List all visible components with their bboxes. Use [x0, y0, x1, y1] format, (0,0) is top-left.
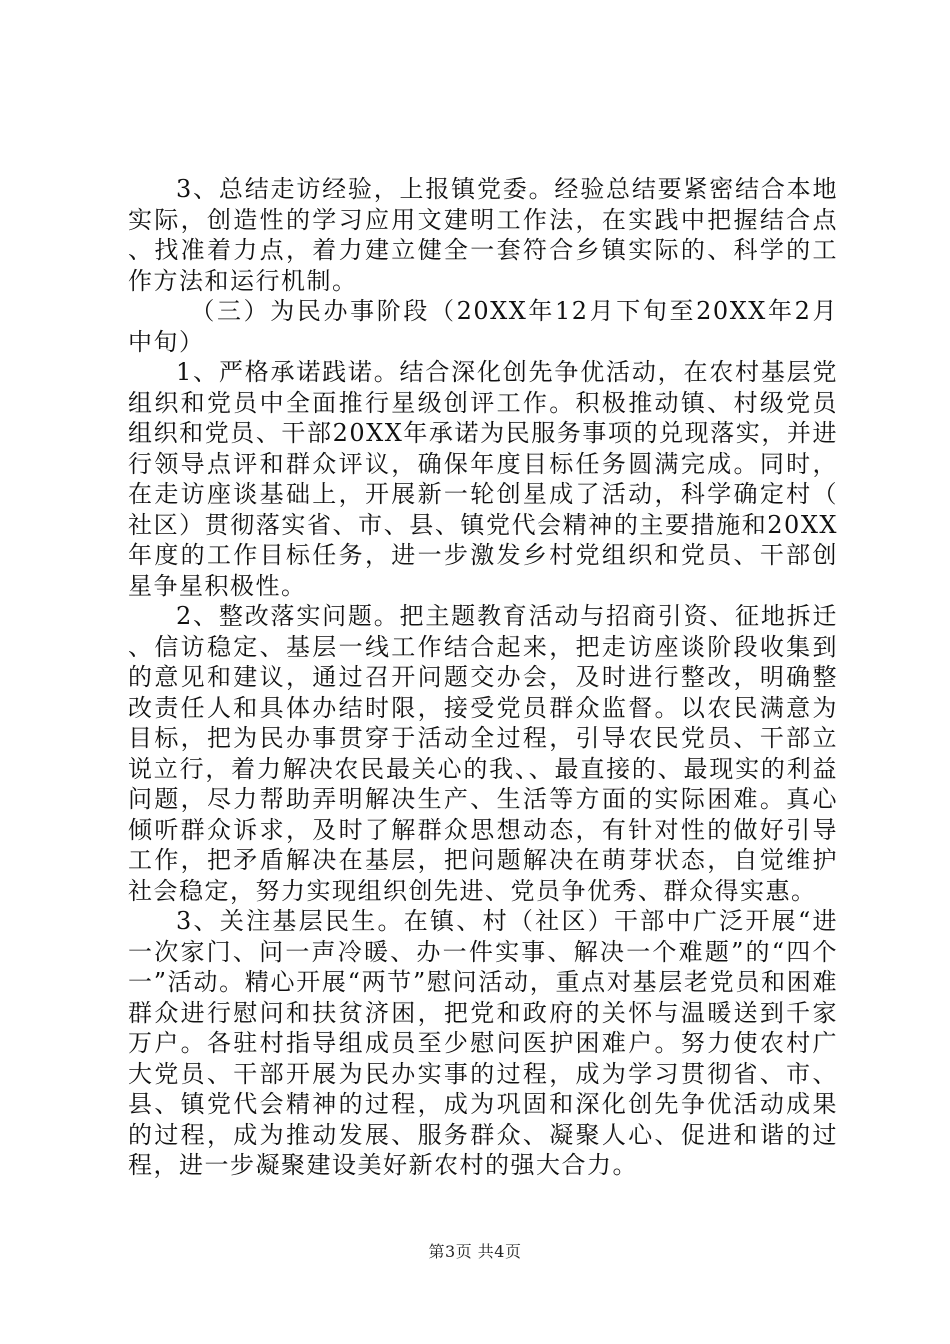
document-body: [128, 174, 838, 1181]
section-heading-service-stage: （三）为民办事阶段（20XX年12月下旬至20XX年2月中旬）: [128, 297, 838, 356]
paragraph-rectification: 2、整改落实问题。把主题教育活动与招商引资、征地拆迁、信访稳定、基层一线工作结合起来，把走访座谈阶段收集到的意见和建议，通过召开问题交办会，及时进行整改，明确整改责任人和具体办结时限，接受党员群众监督。以农民满意为目标，把为民办事贯穿于活动全过程，引导农民党员、干部立说立行，着力解决农民最关心的我、、最直接的、最现实的利益问题，尽力帮助弄明解决生产、生活等方面的实际困难。真心倾听群众诉求，及时了解群众思想动态，有针对性的做好引导工作，把矛盾解决在基层，把问题解决在萌芽状态，自觉维护社会稳定，努力实现组织创先进、党员争优秀、群众得实惠。: [128, 602, 838, 905]
paragraph-livelihood: 3、关注基层民生。在镇、村（社区）干部中广泛开展“进一次家门、问一声冷暖、办一件实事、解决一个难题”的“四个一”活动。精心开展“两节”慰问活动，重点对基层老党员和困难群众进行慰问和扶贫济困，把党和政府的关怀与温暖送到千家万户。各驻村指导组成员至少慰问医护困难户。努力使农村广大党员、干部开展为民办实事的过程，成为学习贯彻省、市、县、镇党代会精神的过程，成为巩固和深化创先争优活动成果的过程，成为推动发展、服务群众、凝聚人心、促进和谐的过程，进一步凝聚建设美好新农村的强大合力。: [128, 907, 838, 1179]
paragraph-commitment: 1、严格承诺践诺。结合深化创先争优活动，在农村基层党组织和党员中全面推行星级创评工作。积极推动镇、村级党员组织和党员、干部20XX年承诺为民服务事项的兑现落实，并进行领导点评和群众评议，确保年度目标任务圆满完成。同时，在走访座谈基础上，开展新一轮创星成了活动，科学确定村（社区）贯彻落实省、市、县、镇党代会精神的主要措施和20XX年度的工作目标任务，进一步激发乡村党组织和党员、干部创星争星积极性。: [128, 358, 838, 600]
paragraph-summary-experience: 3、总结走访经验，上报镇党委。经验总结要紧密结合本地实际，创造性的学习应用文建明工作法，在实践中把握结合点、找准着力点，着力建立健全一套符合乡镇实际的、科学的工作方法和运行机制。: [128, 175, 838, 295]
page-number-footer: 第3页 共4页: [428, 1242, 522, 1261]
